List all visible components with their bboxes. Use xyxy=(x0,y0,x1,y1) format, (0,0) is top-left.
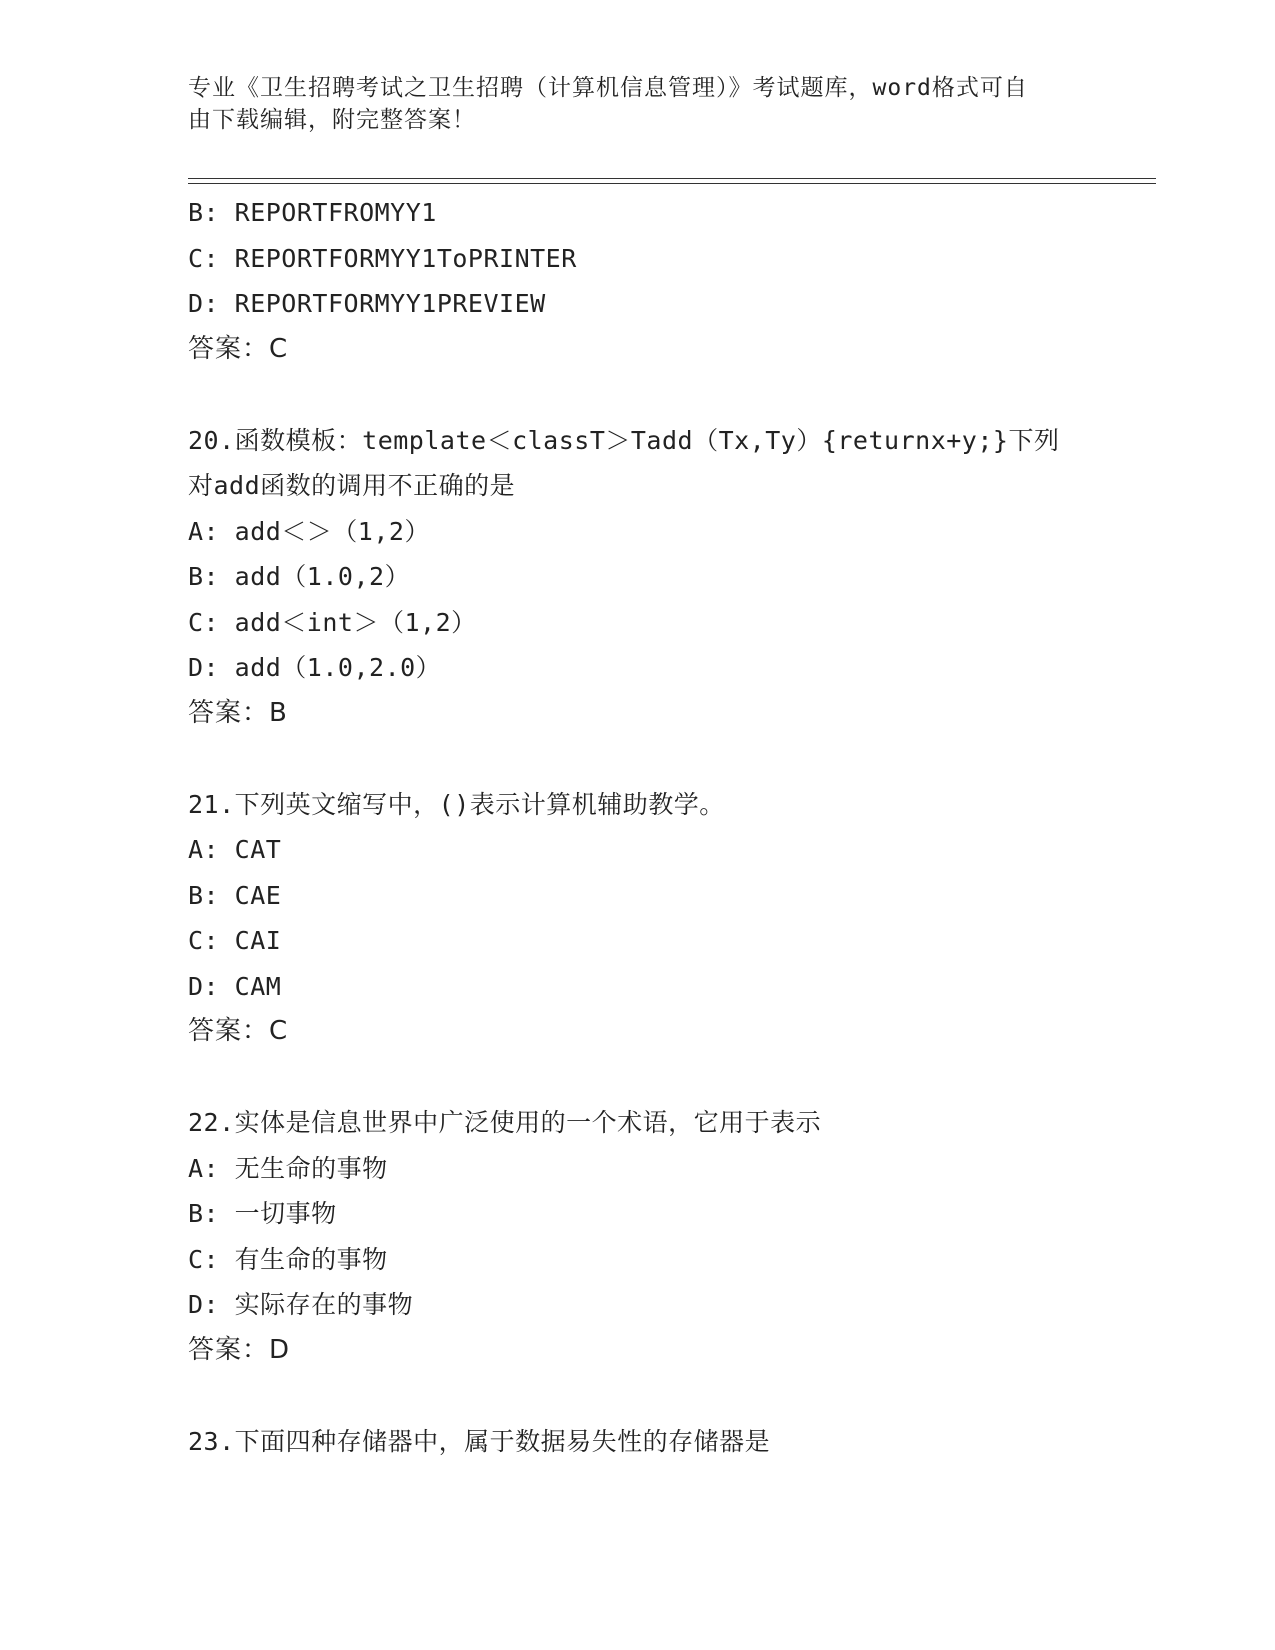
answer-line: 答案：C xyxy=(188,1016,289,1046)
question-content xyxy=(188,190,1148,1464)
question-stem: 21.下列英文缩写中，()表示计算机辅助教学。 xyxy=(188,789,725,819)
option-b: B: add（1.0,2） xyxy=(188,562,411,591)
question-stem-continued: 对add函数的调用不正确的是 xyxy=(188,471,516,500)
question-20 xyxy=(188,418,1148,737)
option-d: D: 实际存在的事物 xyxy=(188,1290,414,1319)
question-23 xyxy=(188,1419,1148,1465)
option-b: B: REPORTFROMYY1 xyxy=(188,198,437,227)
header-divider-top xyxy=(188,178,1156,179)
header-line-2: 由下载编辑，附完整答案！ xyxy=(188,107,476,133)
question-22 xyxy=(188,1100,1148,1373)
option-a: A: CAT xyxy=(188,835,282,864)
header-line-1: 专业《卫生招聘考试之卫生招聘（计算机信息管理）》考试题库，word格式可自 xyxy=(188,75,1028,101)
answer-line: 答案：D xyxy=(188,1334,291,1365)
option-a: A: add＜＞（1,2） xyxy=(188,516,430,546)
question-21 xyxy=(188,782,1148,1055)
option-c: C: add＜int＞（1,2） xyxy=(188,607,477,637)
answer-line: 答案：B xyxy=(188,697,288,728)
page-header xyxy=(188,72,1068,136)
option-a: A: 无生命的事物 xyxy=(188,1153,388,1183)
question-stem: 23.下面四种存储器中，属于数据易失性的存储器是 xyxy=(188,1426,771,1456)
option-c: C: CAI xyxy=(188,926,282,955)
answer-line: 答案：C xyxy=(188,333,289,364)
option-c: C: 有生命的事物 xyxy=(188,1244,388,1274)
option-b: B: CAE xyxy=(188,880,282,910)
header-divider-bottom xyxy=(188,183,1156,184)
question-19-continuation xyxy=(188,190,1148,372)
option-b: B: 一切事物 xyxy=(188,1199,337,1228)
question-stem: 22.实体是信息世界中广泛使用的一个术语，它用于表示 xyxy=(188,1108,822,1137)
option-d: D: REPORTFORMYY1PREVIEW xyxy=(188,289,546,318)
option-c: C: REPORTFORMYY1ToPRINTER xyxy=(188,243,577,273)
option-d: D: CAM xyxy=(188,971,282,1001)
option-d: D: add（1.0,2.0） xyxy=(188,653,442,682)
question-stem: 20.函数模板：template＜classT＞Tadd（Tx,Ty）{returnx+y;}下列 xyxy=(188,425,1060,455)
